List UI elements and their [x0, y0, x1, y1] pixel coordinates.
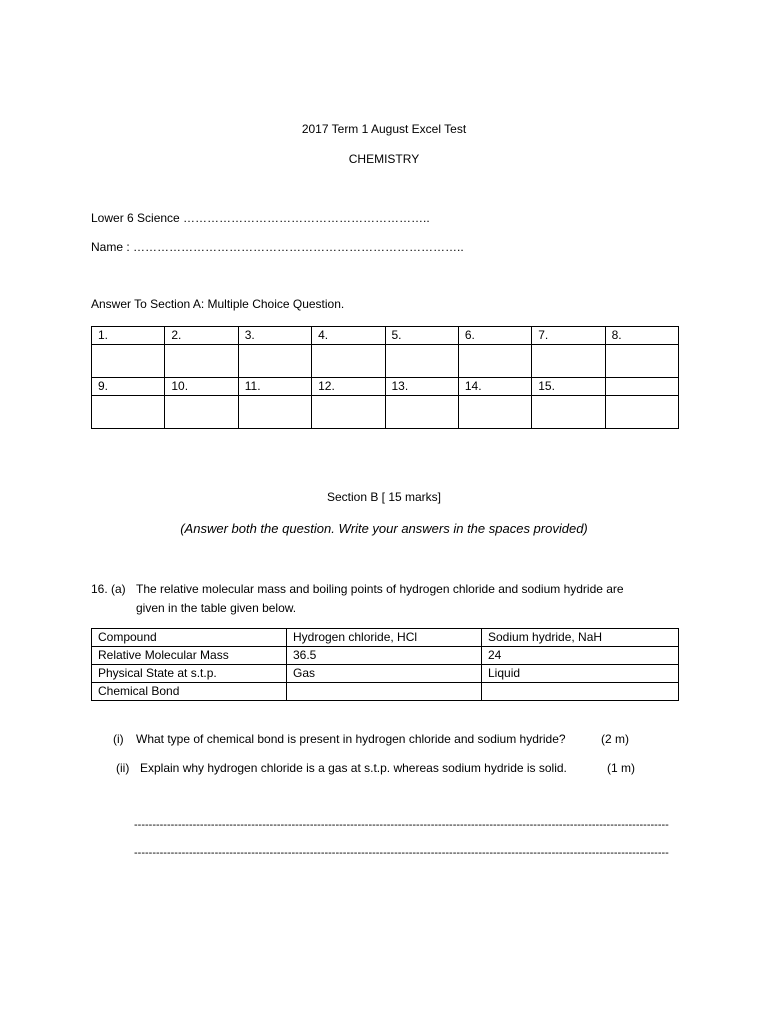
mcq-cell: 3.: [238, 327, 311, 345]
mcq-answer-cell[interactable]: [238, 396, 311, 429]
mcq-cell: 7.: [532, 327, 605, 345]
sub-question-ii-marks: (1 m): [607, 761, 635, 775]
table-answer-cell[interactable]: [482, 683, 679, 701]
mcq-answer-cell[interactable]: [458, 396, 531, 429]
mcq-cell: 11.: [238, 378, 311, 396]
sub-question-ii-label: (ii): [116, 761, 130, 775]
mcq-answer-cell[interactable]: [165, 345, 238, 378]
table-cell: Physical State at s.t.p.: [92, 665, 287, 683]
table-row: [92, 647, 679, 665]
mcq-cell: 8.: [605, 327, 678, 345]
section-b-heading: Section B [ 15 marks]: [326, 490, 442, 504]
mcq-cell: 4.: [312, 327, 385, 345]
mcq-answer-cell[interactable]: [92, 345, 165, 378]
question-text-line2: given in the table given below.: [136, 601, 297, 615]
mcq-cell: 10.: [165, 378, 238, 396]
mcq-answer-table: [91, 326, 679, 429]
sub-question-i-text: What type of chemical bond is present in hydrogen chloride and sodium hydride?: [136, 732, 566, 746]
mcq-cell: [605, 378, 678, 396]
table-row: [92, 683, 679, 701]
mcq-answer-cell[interactable]: [532, 345, 605, 378]
mcq-answer-cell[interactable]: [92, 396, 165, 429]
mcq-answer-cell[interactable]: [605, 345, 678, 378]
mcq-answer-cell[interactable]: [532, 396, 605, 429]
mcq-cell: 14.: [458, 378, 531, 396]
table-cell: Chemical Bond: [92, 683, 287, 701]
sub-question-i-marks: (2 m): [601, 732, 629, 746]
table-header-cell: Compound: [92, 629, 287, 647]
section-b-instruction: (Answer both the question. Write your answers in the spaces provided): [180, 521, 588, 536]
table-header-cell: Hydrogen chloride, HCl: [287, 629, 482, 647]
mcq-answer-row: [92, 396, 679, 429]
table-cell: Liquid: [482, 665, 679, 683]
mcq-cell: 13.: [385, 378, 458, 396]
table-cell: Gas: [287, 665, 482, 683]
mcq-cell: 12.: [312, 378, 385, 396]
mcq-answer-cell[interactable]: [238, 345, 311, 378]
table-cell: 24: [482, 647, 679, 665]
answer-line[interactable]: --------------------------------------------------------------------------------------------------------------------------------------------------: [134, 847, 669, 859]
sub-question-i-label: (i): [113, 732, 124, 746]
mcq-answer-cell[interactable]: [312, 345, 385, 378]
section-a-heading: Answer To Section A: Multiple Choice Question.: [91, 297, 345, 311]
compound-properties-table: [91, 628, 679, 701]
subject-title: CHEMISTRY: [348, 152, 420, 166]
mcq-cell: 9.: [92, 378, 165, 396]
mcq-cell: 15.: [532, 378, 605, 396]
mcq-answer-row: [92, 345, 679, 378]
mcq-cell: 5.: [385, 327, 458, 345]
table-row: [92, 665, 679, 683]
class-line: Lower 6 Science ……………………………………………………..: [91, 211, 430, 225]
mcq-answer-cell[interactable]: [458, 345, 531, 378]
table-cell: 36.5: [287, 647, 482, 665]
mcq-answer-cell[interactable]: [385, 345, 458, 378]
name-line: Name : ………………………………………………………………………..: [91, 240, 464, 254]
table-header-cell: Sodium hydride, NaH: [482, 629, 679, 647]
table-header-row: [92, 629, 679, 647]
mcq-answer-cell[interactable]: [312, 396, 385, 429]
answer-line[interactable]: --------------------------------------------------------------------------------------------------------------------------------------------------: [134, 819, 669, 831]
test-title: 2017 Term 1 August Excel Test: [301, 122, 467, 136]
mcq-answer-cell[interactable]: [165, 396, 238, 429]
mcq-cell: 1.: [92, 327, 165, 345]
mcq-cell: 6.: [458, 327, 531, 345]
table-cell: Relative Molecular Mass: [92, 647, 287, 665]
sub-question-ii-text: Explain why hydrogen chloride is a gas at s.t.p. whereas sodium hydride is solid.: [140, 761, 567, 775]
mcq-cell: 2.: [165, 327, 238, 345]
table-answer-cell[interactable]: [287, 683, 482, 701]
mcq-answer-cell[interactable]: [605, 396, 678, 429]
mcq-answer-cell[interactable]: [385, 396, 458, 429]
mcq-number-row: [92, 327, 679, 345]
mcq-number-row: [92, 378, 679, 396]
question-number: 16. (a): [91, 582, 126, 596]
question-text-line1: The relative molecular mass and boiling points of hydrogen chloride and sodium hydride are: [136, 582, 624, 596]
